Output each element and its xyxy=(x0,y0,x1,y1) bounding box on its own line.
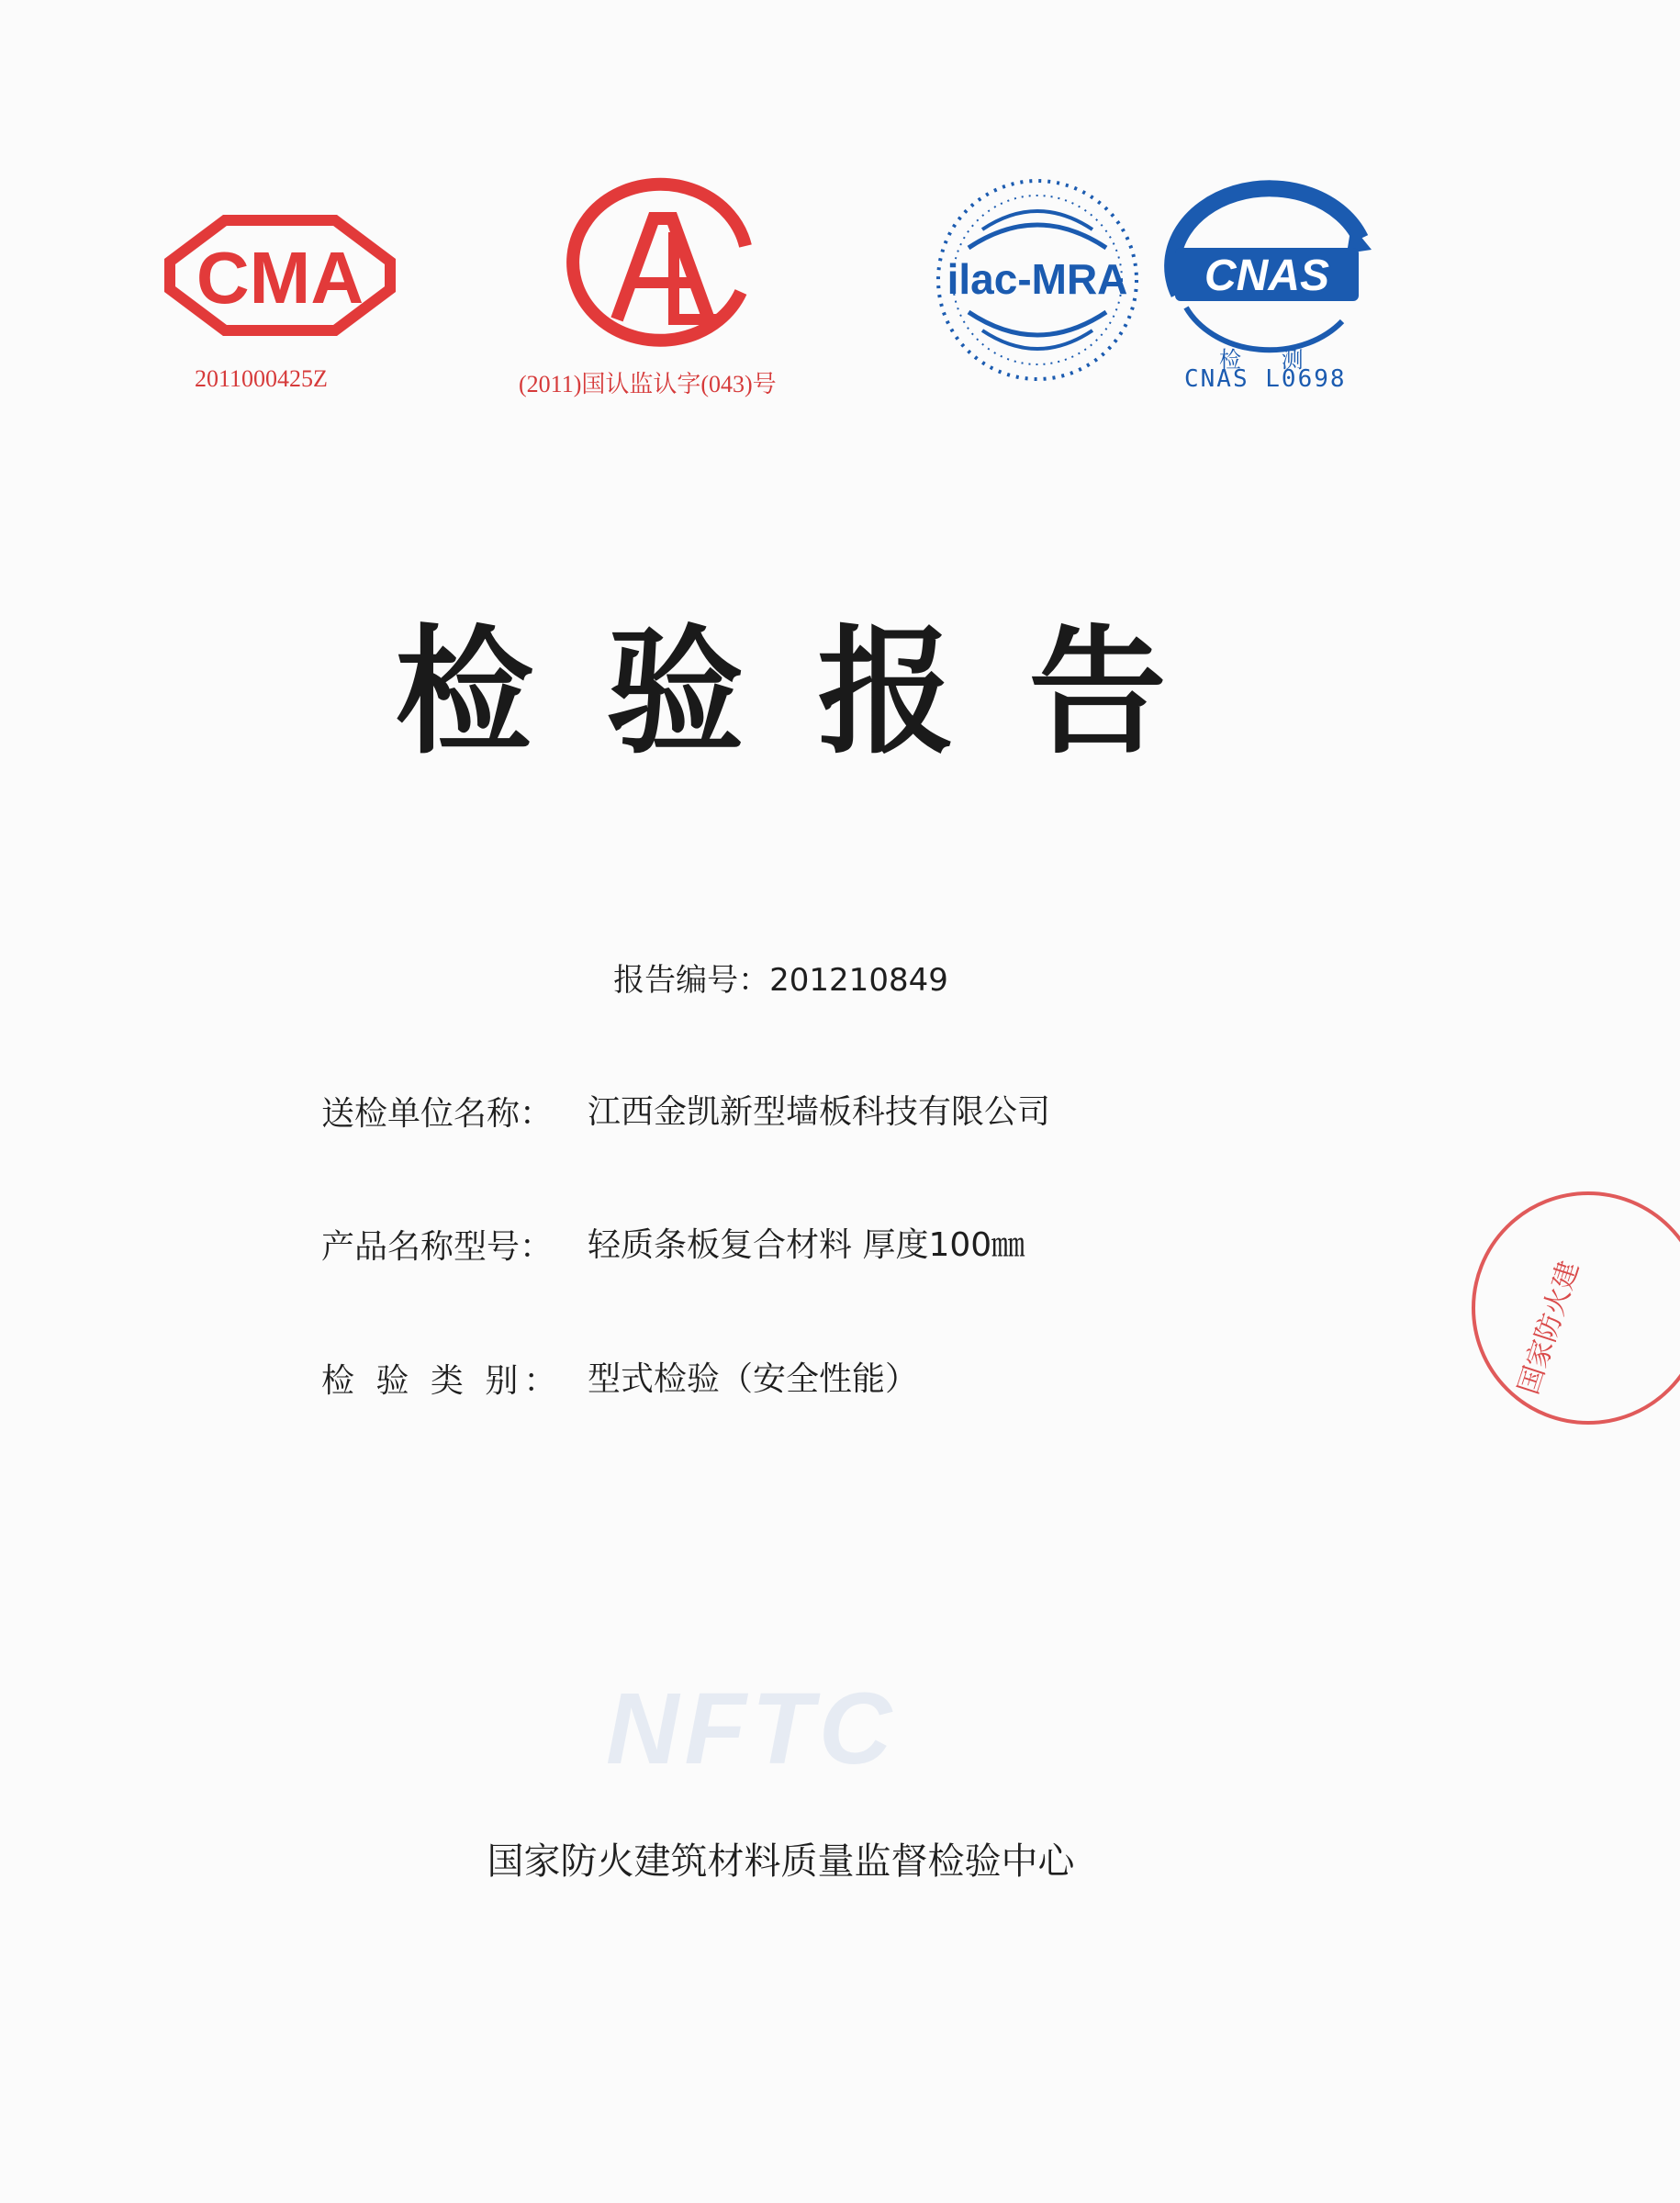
cal-logo xyxy=(562,182,764,356)
cma-logo xyxy=(161,211,399,340)
cnas-logo xyxy=(1159,184,1379,358)
cal-seal-icon xyxy=(562,182,764,356)
nftc-watermark: NFTC xyxy=(606,1672,898,1785)
field-value-product: 轻质条板复合材料 厚度100㎜ xyxy=(588,1226,1025,1264)
page-title: 检验报告 xyxy=(395,613,1240,773)
field-value-submitter: 江西金凯新型墙板科技有限公司 xyxy=(588,1093,1051,1131)
cma-letters: CMA xyxy=(196,237,364,319)
report-number: 报告编号：201210849 xyxy=(613,962,948,999)
cnas-letters: CNAS xyxy=(1204,252,1330,300)
cnas-code: CNAS L0698 xyxy=(1184,365,1347,393)
cnas-arc-icon xyxy=(1159,184,1379,358)
ilac-mra-logo xyxy=(932,174,1143,386)
ilac-globe-icon xyxy=(932,174,1143,386)
cma-seal-icon xyxy=(161,211,399,340)
field-value-inspection-type: 型式检验（安全性能） xyxy=(588,1360,919,1398)
cal-code: (2011)国认监认字(043)号 xyxy=(519,371,777,397)
ilac-letters: ilac-MRA xyxy=(946,255,1128,303)
field-label-product: 产品名称型号： xyxy=(321,1228,554,1266)
cnas-subtitle: 检 测 xyxy=(1219,347,1320,373)
stamp-text: 国家防火建 xyxy=(1512,1257,1586,1399)
official-stamp xyxy=(1460,1180,1586,1437)
field-label-submitter: 送检单位名称： xyxy=(321,1095,554,1133)
issuer-name: 国家防火建筑材料质量监督检验中心 xyxy=(487,1840,1075,1883)
cma-code: 2011000425Z xyxy=(195,365,328,392)
field-label-inspection-type: 检 验 类 别： xyxy=(321,1362,563,1400)
